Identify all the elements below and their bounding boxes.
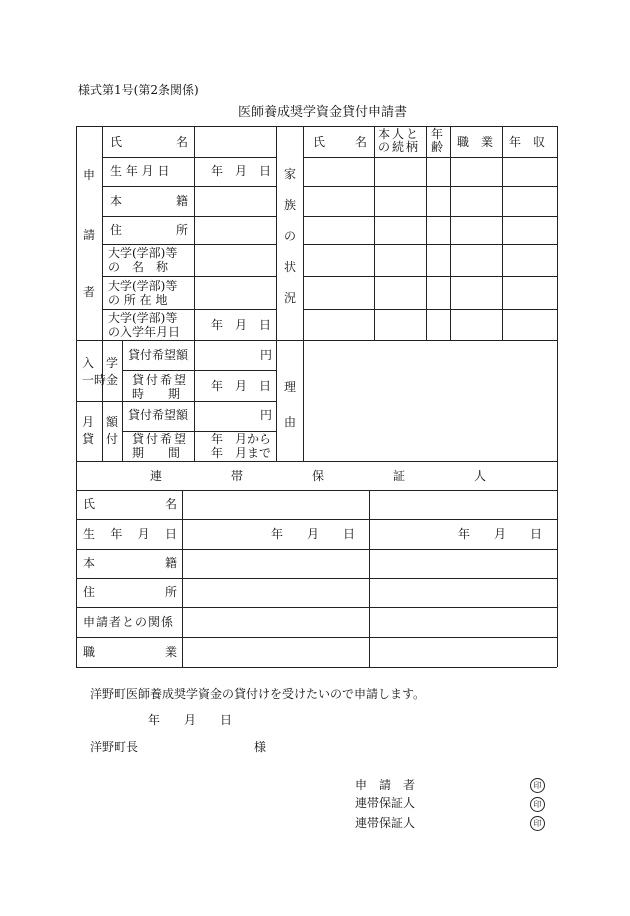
family-relation-header: 本人と の続柄: [378, 127, 421, 154]
applicant-side-label-3: 者: [82, 285, 95, 299]
lump-period-label: 貸付希望 時 期: [132, 373, 189, 401]
form-number: 様式第1号(第2条関係): [78, 83, 199, 97]
family-age-header: 年 齢: [431, 127, 444, 154]
guarantor1-birthdate-value[interactable]: 年 月 日: [271, 527, 356, 541]
addressee: 洋野町長: [90, 740, 139, 754]
family-side-label-3: の: [283, 229, 296, 243]
family-side-label-1: 家: [283, 167, 296, 181]
family-side-label-4: 状: [283, 260, 296, 274]
guarantor-address-label: 住 所: [83, 585, 177, 599]
lump-amount-label: 貸付希望額: [128, 348, 189, 362]
monthly-period-value[interactable]: 年 月から 年 月まで: [211, 432, 272, 460]
applicant-birthdate-value[interactable]: 年 月 日: [211, 164, 272, 178]
entrance-lump-sum-label: 入 学 一時金: [82, 356, 119, 387]
applicant-domicile-label: 本 籍: [110, 194, 188, 208]
guarantor-relation-label: 申請者との関係: [83, 615, 175, 629]
university-entry-date-label: 大学(学部)等 の入学年月日: [108, 311, 181, 339]
applicant-name-label: 氏 名: [110, 135, 188, 149]
signer-applicant: 申 請 者: [355, 778, 416, 792]
family-side-label-2: 族: [283, 198, 296, 212]
guarantor-section-title: 連 帯 保 証 人: [150, 469, 486, 483]
family-occupation-header: 職 業: [457, 135, 494, 149]
reason-label-2: 由: [283, 415, 296, 429]
guarantor-birthdate-label: 生 年 月 日: [83, 527, 177, 541]
family-income-header: 年 収: [509, 135, 546, 149]
university-location-label: 大学(学部)等 の 所 在 地: [108, 279, 178, 307]
lump-date-value[interactable]: 年 月 日: [211, 379, 272, 393]
applicant-side-label-2: 請: [82, 228, 95, 242]
seal-mark-3[interactable]: 印: [530, 816, 545, 831]
monthly-amount-label: 貸付希望額: [128, 408, 189, 422]
guarantor2-birthdate-value[interactable]: 年 月 日: [458, 527, 543, 541]
applicant-side-label-1: 申: [82, 168, 95, 182]
applicant-birthdate-label: 生 年 月 日: [110, 164, 170, 178]
application-date[interactable]: 年 月 日: [148, 713, 233, 727]
reason-label-1: 理: [283, 380, 296, 394]
application-statement: 洋野町医師養成奨学資金の貸付けを受けたいので申請します。: [90, 687, 426, 701]
monthly-amount-unit: 円: [260, 408, 273, 422]
page-title: 医師養成奨学資金貸付申請書: [238, 105, 408, 120]
addressee-honorific: 様: [254, 740, 267, 754]
entry-date-value[interactable]: 年 月 日: [211, 318, 272, 332]
seal-mark-1[interactable]: 印: [530, 778, 545, 793]
monthly-period-label: 貸付希望 期 間: [132, 432, 189, 460]
guarantor-name-label: 氏 名: [83, 497, 177, 511]
university-name-label: 大学(学部)等 の 名 称: [108, 246, 178, 274]
family-side-label-5: 況: [283, 291, 296, 305]
guarantor-occupation-label: 職 業: [83, 645, 177, 659]
seal-mark-2[interactable]: 印: [530, 797, 545, 812]
signer-guarantor-2: 連帯保証人: [355, 816, 416, 830]
guarantor-domicile-label: 本 籍: [83, 556, 177, 570]
signer-guarantor-1: 連帯保証人: [355, 796, 416, 810]
monthly-loan-label: 月 額 貸 付: [82, 415, 119, 446]
lump-amount-unit: 円: [260, 348, 273, 362]
family-name-header: 氏 名: [313, 135, 367, 149]
applicant-address-label: 住 所: [110, 223, 188, 237]
